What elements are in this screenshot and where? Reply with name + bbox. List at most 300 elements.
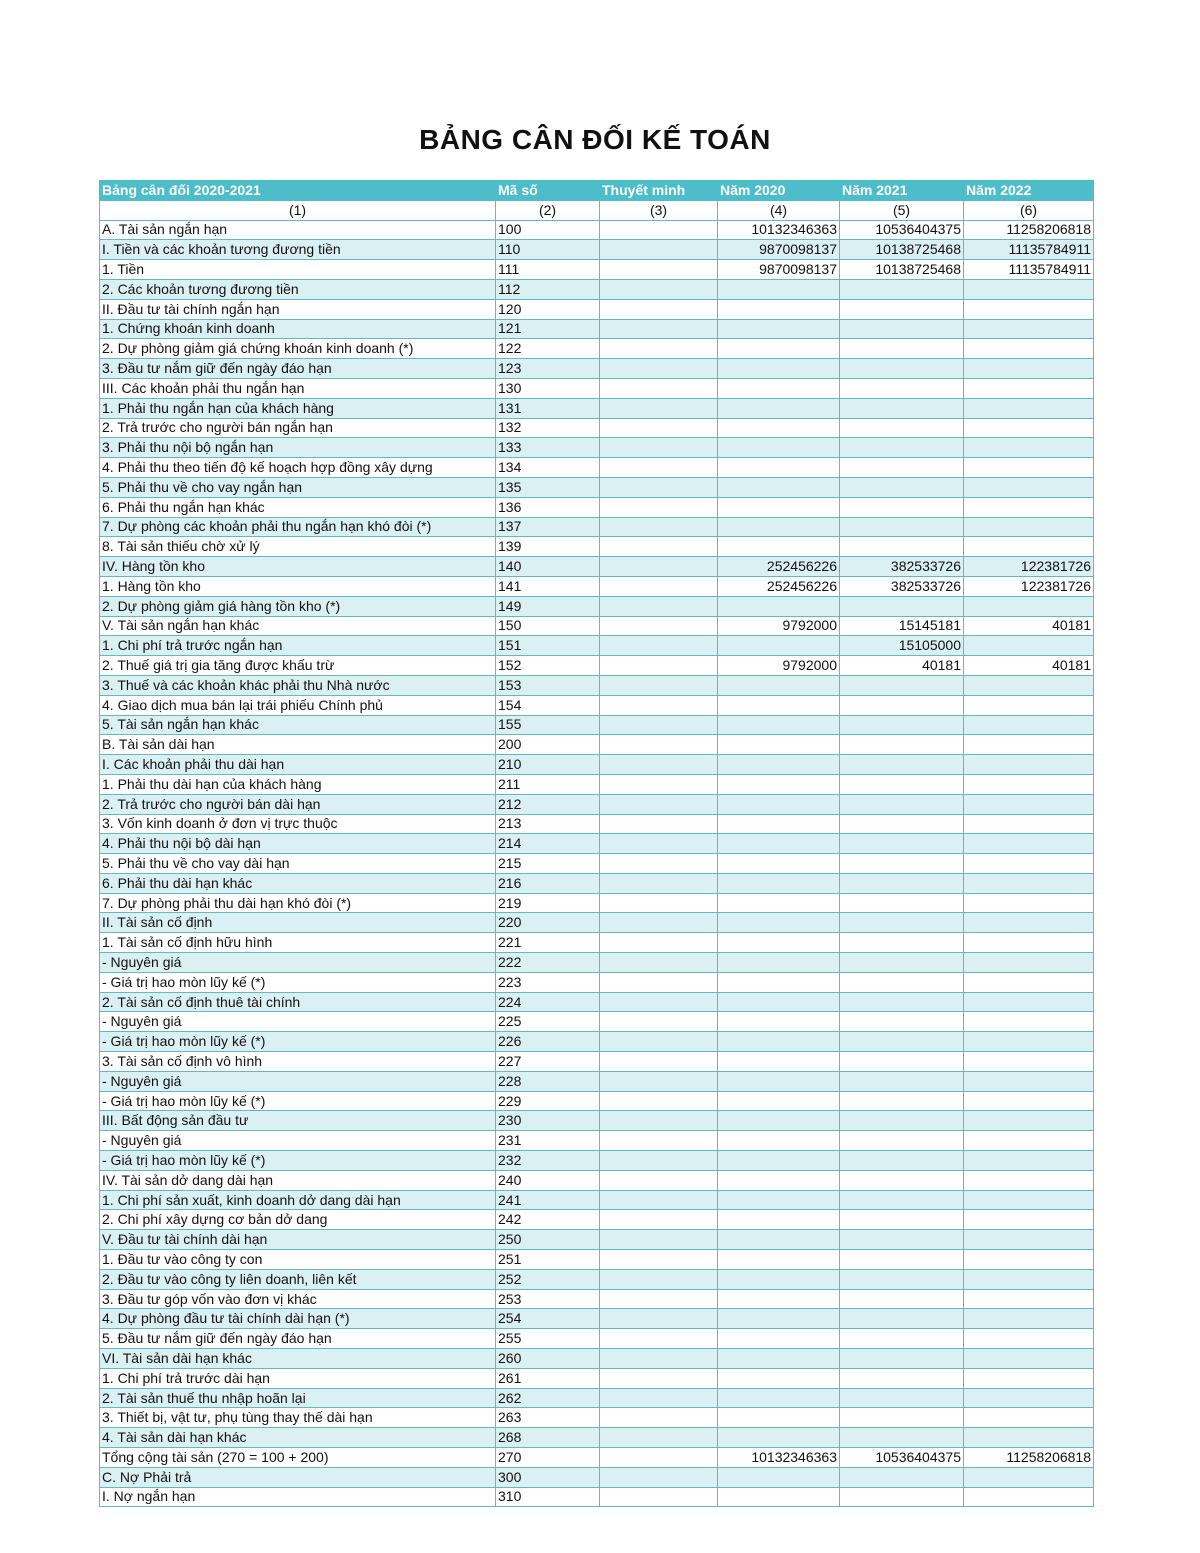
column-number-row [100,200,1094,220]
row-value-2022-cell [964,1329,1094,1349]
row-code-cell: 155 [496,715,600,735]
table-row [100,1309,1094,1329]
row-value-2021-cell: 15105000 [840,636,964,656]
row-value-2022-cell [964,497,1094,517]
row-note-cell [600,1368,718,1388]
row-value-2021-cell [840,1230,964,1250]
row-value-2020-cell [718,953,840,973]
table-row [100,675,1094,695]
row-value-2022-cell [964,1368,1094,1388]
row-value-2022-cell [964,477,1094,497]
table-row [100,299,1094,319]
row-note-cell [600,1448,718,1468]
row-value-2021-cell [840,477,964,497]
row-code-cell: 310 [496,1487,600,1507]
row-description-cell: 3. Tài sản cố định vô hình [100,1052,496,1072]
row-value-2020-cell [718,1428,840,1448]
row-description-cell: 1. Tài sản cố định hữu hình [100,933,496,953]
row-value-2020-cell [718,517,840,537]
row-value-2020-cell [718,695,840,715]
row-value-2022-cell [964,774,1094,794]
row-value-2020-cell [718,794,840,814]
row-description-cell: 2. Thuế giá trị gia tăng được khấu trừ [100,656,496,676]
row-value-2021-cell [840,1151,964,1171]
row-value-2022-cell [964,636,1094,656]
row-value-2021-cell [840,1170,964,1190]
row-value-2020-cell [718,1210,840,1230]
row-value-2022-cell [964,1309,1094,1329]
table-row [100,774,1094,794]
row-value-2020-cell [718,1388,840,1408]
row-description-cell: 4. Tài sản dài hạn khác [100,1428,496,1448]
table-row [100,398,1094,418]
row-note-cell [600,458,718,478]
row-value-2020-cell: 10132346363 [718,1448,840,1468]
row-code-cell: 268 [496,1428,600,1448]
row-value-2022-cell [964,398,1094,418]
row-value-2022-cell [964,1091,1094,1111]
row-code-cell: 300 [496,1467,600,1487]
row-value-2022-cell [964,1487,1094,1507]
row-code-cell: 224 [496,992,600,1012]
row-code-cell: 241 [496,1190,600,1210]
table-row [100,1210,1094,1230]
row-description-cell: 8. Tài sản thiếu chờ xử lý [100,537,496,557]
row-note-cell [600,656,718,676]
row-code-cell: 226 [496,1032,600,1052]
row-description-cell: - Nguyên giá [100,1131,496,1151]
row-value-2020-cell [718,992,840,1012]
row-note-cell [600,378,718,398]
row-value-2020-cell: 9870098137 [718,260,840,280]
row-description-cell: 3. Đầu tư góp vốn vào đơn vị khác [100,1289,496,1309]
row-description-cell: 4. Giao dịch mua bán lại trái phiếu Chính phủ [100,695,496,715]
row-value-2021-cell [840,1032,964,1052]
table-row [100,279,1094,299]
table-row [100,1428,1094,1448]
row-value-2020-cell [718,1190,840,1210]
row-code-cell: 263 [496,1408,600,1428]
table-row [100,319,1094,339]
row-value-2021-cell [840,755,964,775]
row-value-2020-cell [718,972,840,992]
row-value-2020-cell: 9792000 [718,616,840,636]
row-note-cell [600,1190,718,1210]
row-note-cell [600,339,718,359]
column-number-cell: (4) [718,200,840,220]
row-value-2021-cell [840,675,964,695]
row-value-2021-cell [840,1289,964,1309]
row-value-2021-cell: 10138725468 [840,260,964,280]
row-note-cell [600,1052,718,1072]
row-value-2022-cell [964,1012,1094,1032]
row-value-2020-cell [718,1111,840,1131]
row-note-cell [600,1408,718,1428]
row-note-cell [600,398,718,418]
row-value-2022-cell [964,1408,1094,1428]
row-description-cell: 2. Tài sản cố định thuê tài chính [100,992,496,1012]
row-value-2021-cell [840,1428,964,1448]
row-value-2020-cell [718,1230,840,1250]
column-number-cell: (3) [600,200,718,220]
row-note-cell [600,1091,718,1111]
table-row [100,834,1094,854]
row-code-cell: 140 [496,557,600,577]
row-value-2022-cell [964,814,1094,834]
row-value-2020-cell [718,1289,840,1309]
row-value-2020-cell [718,418,840,438]
row-value-2022-cell [964,675,1094,695]
row-value-2021-cell [840,814,964,834]
row-code-cell: 225 [496,1012,600,1032]
row-description-cell: 2. Dự phòng giảm giá chứng khoán kinh doanh (*) [100,339,496,359]
row-value-2021-cell [840,695,964,715]
row-value-2020-cell [718,279,840,299]
row-note-cell [600,1210,718,1230]
row-description-cell: 1. Chi phí trả trước dài hạn [100,1368,496,1388]
row-value-2021-cell [840,517,964,537]
row-description-cell: 2. Trả trước cho người bán dài hạn [100,794,496,814]
row-description-cell: 3. Thuế và các khoản khác phải thu Nhà nước [100,675,496,695]
row-value-2022-cell [964,933,1094,953]
header-cell-year-2021: Năm 2021 [840,181,964,201]
row-description-cell: 2. Các khoản tương đương tiền [100,279,496,299]
row-value-2020-cell [718,359,840,379]
row-description-cell: 1. Chi phí sản xuất, kinh doanh dở dang dài hạn [100,1190,496,1210]
row-note-cell [600,992,718,1012]
row-value-2020-cell [718,378,840,398]
table-row [100,715,1094,735]
row-value-2021-cell [840,1408,964,1428]
row-code-cell: 254 [496,1309,600,1329]
row-value-2022-cell: 11258206818 [964,220,1094,240]
row-value-2022-cell [964,992,1094,1012]
row-code-cell: 130 [496,378,600,398]
row-value-2020-cell [718,1071,840,1091]
row-value-2022-cell: 40181 [964,656,1094,676]
row-value-2021-cell [840,1349,964,1369]
row-value-2022-cell [964,359,1094,379]
row-value-2022-cell [964,972,1094,992]
row-description-cell: - Giá trị hao mòn lũy kế (*) [100,972,496,992]
row-description-cell: 1. Phải thu dài hạn của khách hàng [100,774,496,794]
row-value-2022-cell [964,1428,1094,1448]
row-description-cell: - Giá trị hao mòn lũy kế (*) [100,1151,496,1171]
table-row [100,260,1094,280]
table-row [100,1170,1094,1190]
row-value-2022-cell [964,1210,1094,1230]
table-row [100,636,1094,656]
row-description-cell: 7. Dự phòng phải thu dài hạn khó đòi (*) [100,893,496,913]
row-value-2021-cell [840,1487,964,1507]
row-value-2022-cell [964,1388,1094,1408]
row-value-2021-cell [840,398,964,418]
row-description-cell: 3. Đầu tư nắm giữ đến ngày đáo hạn [100,359,496,379]
row-note-cell [600,557,718,577]
row-description-cell: IV. Tài sản dở dang dài hạn [100,1170,496,1190]
row-description-cell: 1. Chứng khoán kinh doanh [100,319,496,339]
row-description-cell: 3. Thiết bị, vật tư, phụ tùng thay thế dài hạn [100,1408,496,1428]
row-value-2022-cell [964,537,1094,557]
row-note-cell [600,1131,718,1151]
row-code-cell: 230 [496,1111,600,1131]
row-value-2022-cell [964,913,1094,933]
row-value-2021-cell [840,279,964,299]
table-row [100,339,1094,359]
row-note-cell [600,695,718,715]
row-value-2020-cell [718,893,840,913]
table-row [100,1250,1094,1270]
row-value-2021-cell [840,438,964,458]
row-value-2022-cell [964,279,1094,299]
row-description-cell: V. Tài sản ngắn hạn khác [100,616,496,636]
row-code-cell: 221 [496,933,600,953]
row-description-cell: I. Tiền và các khoản tương đương tiền [100,240,496,260]
row-note-cell [600,953,718,973]
row-code-cell: 141 [496,576,600,596]
row-value-2020-cell [718,1091,840,1111]
row-description-cell: III. Bất động sản đầu tư [100,1111,496,1131]
row-value-2020-cell [718,873,840,893]
table-row [100,1408,1094,1428]
table-row [100,972,1094,992]
row-code-cell: 134 [496,458,600,478]
row-description-cell: 2. Dự phòng giảm giá hàng tồn kho (*) [100,596,496,616]
row-description-cell: 2. Tài sản thuế thu nhập hoãn lại [100,1388,496,1408]
row-value-2020-cell [718,1170,840,1190]
row-code-cell: 149 [496,596,600,616]
table-row [100,953,1094,973]
row-code-cell: 260 [496,1349,600,1369]
row-code-cell: 255 [496,1329,600,1349]
table-row [100,1091,1094,1111]
row-note-cell [600,517,718,537]
row-description-cell: A. Tài sản ngắn hạn [100,220,496,240]
row-description-cell: B. Tài sản dài hạn [100,735,496,755]
row-value-2020-cell [718,339,840,359]
row-description-cell: 5. Phải thu về cho vay ngắn hạn [100,477,496,497]
row-value-2022-cell: 11135784911 [964,260,1094,280]
row-value-2021-cell [840,715,964,735]
table-row [100,596,1094,616]
table-row [100,755,1094,775]
row-value-2021-cell [840,1071,964,1091]
row-value-2021-cell [840,596,964,616]
table-row [100,418,1094,438]
row-value-2021-cell [840,1250,964,1270]
row-note-cell [600,1388,718,1408]
row-note-cell [600,1170,718,1190]
row-description-cell: I. Nợ ngắn hạn [100,1487,496,1507]
row-note-cell [600,755,718,775]
row-value-2022-cell [964,339,1094,359]
row-note-cell [600,774,718,794]
table-row [100,1071,1094,1091]
table-row [100,1052,1094,1072]
table-row [100,576,1094,596]
row-value-2021-cell [840,378,964,398]
row-value-2020-cell [718,1269,840,1289]
row-value-2020-cell [718,537,840,557]
row-value-2021-cell [840,1309,964,1329]
row-code-cell: 210 [496,755,600,775]
row-description-cell: 4. Dự phòng đầu tư tài chính dài hạn (*) [100,1309,496,1329]
row-value-2021-cell: 382533726 [840,576,964,596]
row-code-cell: 214 [496,834,600,854]
row-note-cell [600,1329,718,1349]
row-value-2020-cell [718,458,840,478]
row-value-2022-cell [964,1151,1094,1171]
row-description-cell: - Giá trị hao mòn lũy kế (*) [100,1032,496,1052]
row-description-cell: 2. Đầu tư vào công ty liên doanh, liên kết [100,1269,496,1289]
row-note-cell [600,1230,718,1250]
row-value-2020-cell [718,774,840,794]
row-note-cell [600,1151,718,1171]
row-value-2021-cell [840,933,964,953]
row-code-cell: 121 [496,319,600,339]
row-code-cell: 150 [496,616,600,636]
row-value-2021-cell [840,537,964,557]
row-value-2021-cell [840,1131,964,1151]
table-row [100,1012,1094,1032]
row-description-cell: - Nguyên giá [100,953,496,973]
row-note-cell [600,1487,718,1507]
row-value-2020-cell [718,596,840,616]
table-row [100,438,1094,458]
row-value-2020-cell [718,675,840,695]
row-value-2020-cell [718,1012,840,1032]
row-value-2021-cell: 10536404375 [840,220,964,240]
row-value-2022-cell [964,715,1094,735]
row-value-2021-cell [840,359,964,379]
row-code-cell: 240 [496,1170,600,1190]
row-note-cell [600,735,718,755]
row-note-cell [600,359,718,379]
row-note-cell [600,477,718,497]
row-value-2021-cell [840,854,964,874]
row-code-cell: 120 [496,299,600,319]
row-note-cell [600,279,718,299]
row-code-cell: 133 [496,438,600,458]
row-value-2021-cell: 382533726 [840,557,964,577]
row-value-2020-cell [718,933,840,953]
header-cell-description: Bảng cân đối 2020-2021 [100,181,496,201]
row-note-cell [600,220,718,240]
row-description-cell: Tổng cộng tài sản (270 = 100 + 200) [100,1448,496,1468]
table-row [100,794,1094,814]
row-value-2021-cell [840,418,964,438]
row-value-2021-cell [840,794,964,814]
row-value-2022-cell [964,1032,1094,1052]
row-description-cell: II. Đầu tư tài chính ngắn hạn [100,299,496,319]
table-row [100,378,1094,398]
row-description-cell: 5. Phải thu về cho vay dài hạn [100,854,496,874]
row-description-cell: 1. Đầu tư vào công ty con [100,1250,496,1270]
row-note-cell [600,576,718,596]
row-description-cell: 5. Đầu tư nắm giữ đến ngày đáo hạn [100,1329,496,1349]
header-row [100,181,1094,201]
balance-sheet-table [99,180,1094,1507]
balance-sheet-body [100,181,1094,1507]
row-value-2022-cell [964,1230,1094,1250]
row-note-cell [600,1289,718,1309]
row-value-2021-cell [840,1467,964,1487]
row-value-2022-cell [964,418,1094,438]
row-value-2022-cell: 122381726 [964,576,1094,596]
row-note-cell [600,873,718,893]
column-number-cell: (5) [840,200,964,220]
row-code-cell: 252 [496,1269,600,1289]
row-code-cell: 153 [496,675,600,695]
row-value-2020-cell [718,1368,840,1388]
row-value-2021-cell: 10536404375 [840,1448,964,1468]
row-value-2022-cell [964,695,1094,715]
row-value-2022-cell [964,854,1094,874]
row-value-2020-cell [718,477,840,497]
table-row [100,1289,1094,1309]
table-row [100,220,1094,240]
row-value-2022-cell: 40181 [964,616,1094,636]
row-value-2021-cell [840,1190,964,1210]
row-value-2020-cell [718,1052,840,1072]
row-value-2021-cell [840,893,964,913]
row-value-2020-cell [718,755,840,775]
row-value-2022-cell: 11135784911 [964,240,1094,260]
row-value-2022-cell [964,438,1094,458]
row-description-cell: 5. Tài sản ngắn hạn khác [100,715,496,735]
table-row [100,656,1094,676]
row-value-2020-cell [718,1329,840,1349]
row-code-cell: 261 [496,1368,600,1388]
row-code-cell: 227 [496,1052,600,1072]
table-row [100,992,1094,1012]
row-value-2022-cell [964,1349,1094,1369]
row-description-cell: - Nguyên giá [100,1071,496,1091]
row-value-2020-cell [718,913,840,933]
row-value-2020-cell [718,1487,840,1507]
row-code-cell: 231 [496,1131,600,1151]
row-code-cell: 220 [496,913,600,933]
row-value-2020-cell [718,319,840,339]
row-value-2022-cell [964,1269,1094,1289]
row-value-2021-cell [840,735,964,755]
row-code-cell: 223 [496,972,600,992]
row-value-2020-cell: 252456226 [718,576,840,596]
row-note-cell [600,1309,718,1329]
row-note-cell [600,933,718,953]
row-description-cell: V. Đầu tư tài chính dài hạn [100,1230,496,1250]
table-row [100,458,1094,478]
row-value-2022-cell [964,735,1094,755]
row-code-cell: 122 [496,339,600,359]
row-value-2021-cell [840,774,964,794]
row-note-cell [600,1032,718,1052]
row-value-2022-cell [964,1052,1094,1072]
table-row [100,893,1094,913]
row-note-cell [600,240,718,260]
row-value-2022-cell [964,1111,1094,1131]
table-row [100,359,1094,379]
row-code-cell: 262 [496,1388,600,1408]
row-value-2020-cell [718,398,840,418]
row-value-2021-cell [840,992,964,1012]
row-description-cell: 1. Tiền [100,260,496,280]
row-note-cell [600,636,718,656]
row-note-cell [600,418,718,438]
row-description-cell: C. Nợ Phải trả [100,1467,496,1487]
row-note-cell [600,319,718,339]
row-description-cell: IV. Hàng tồn kho [100,557,496,577]
